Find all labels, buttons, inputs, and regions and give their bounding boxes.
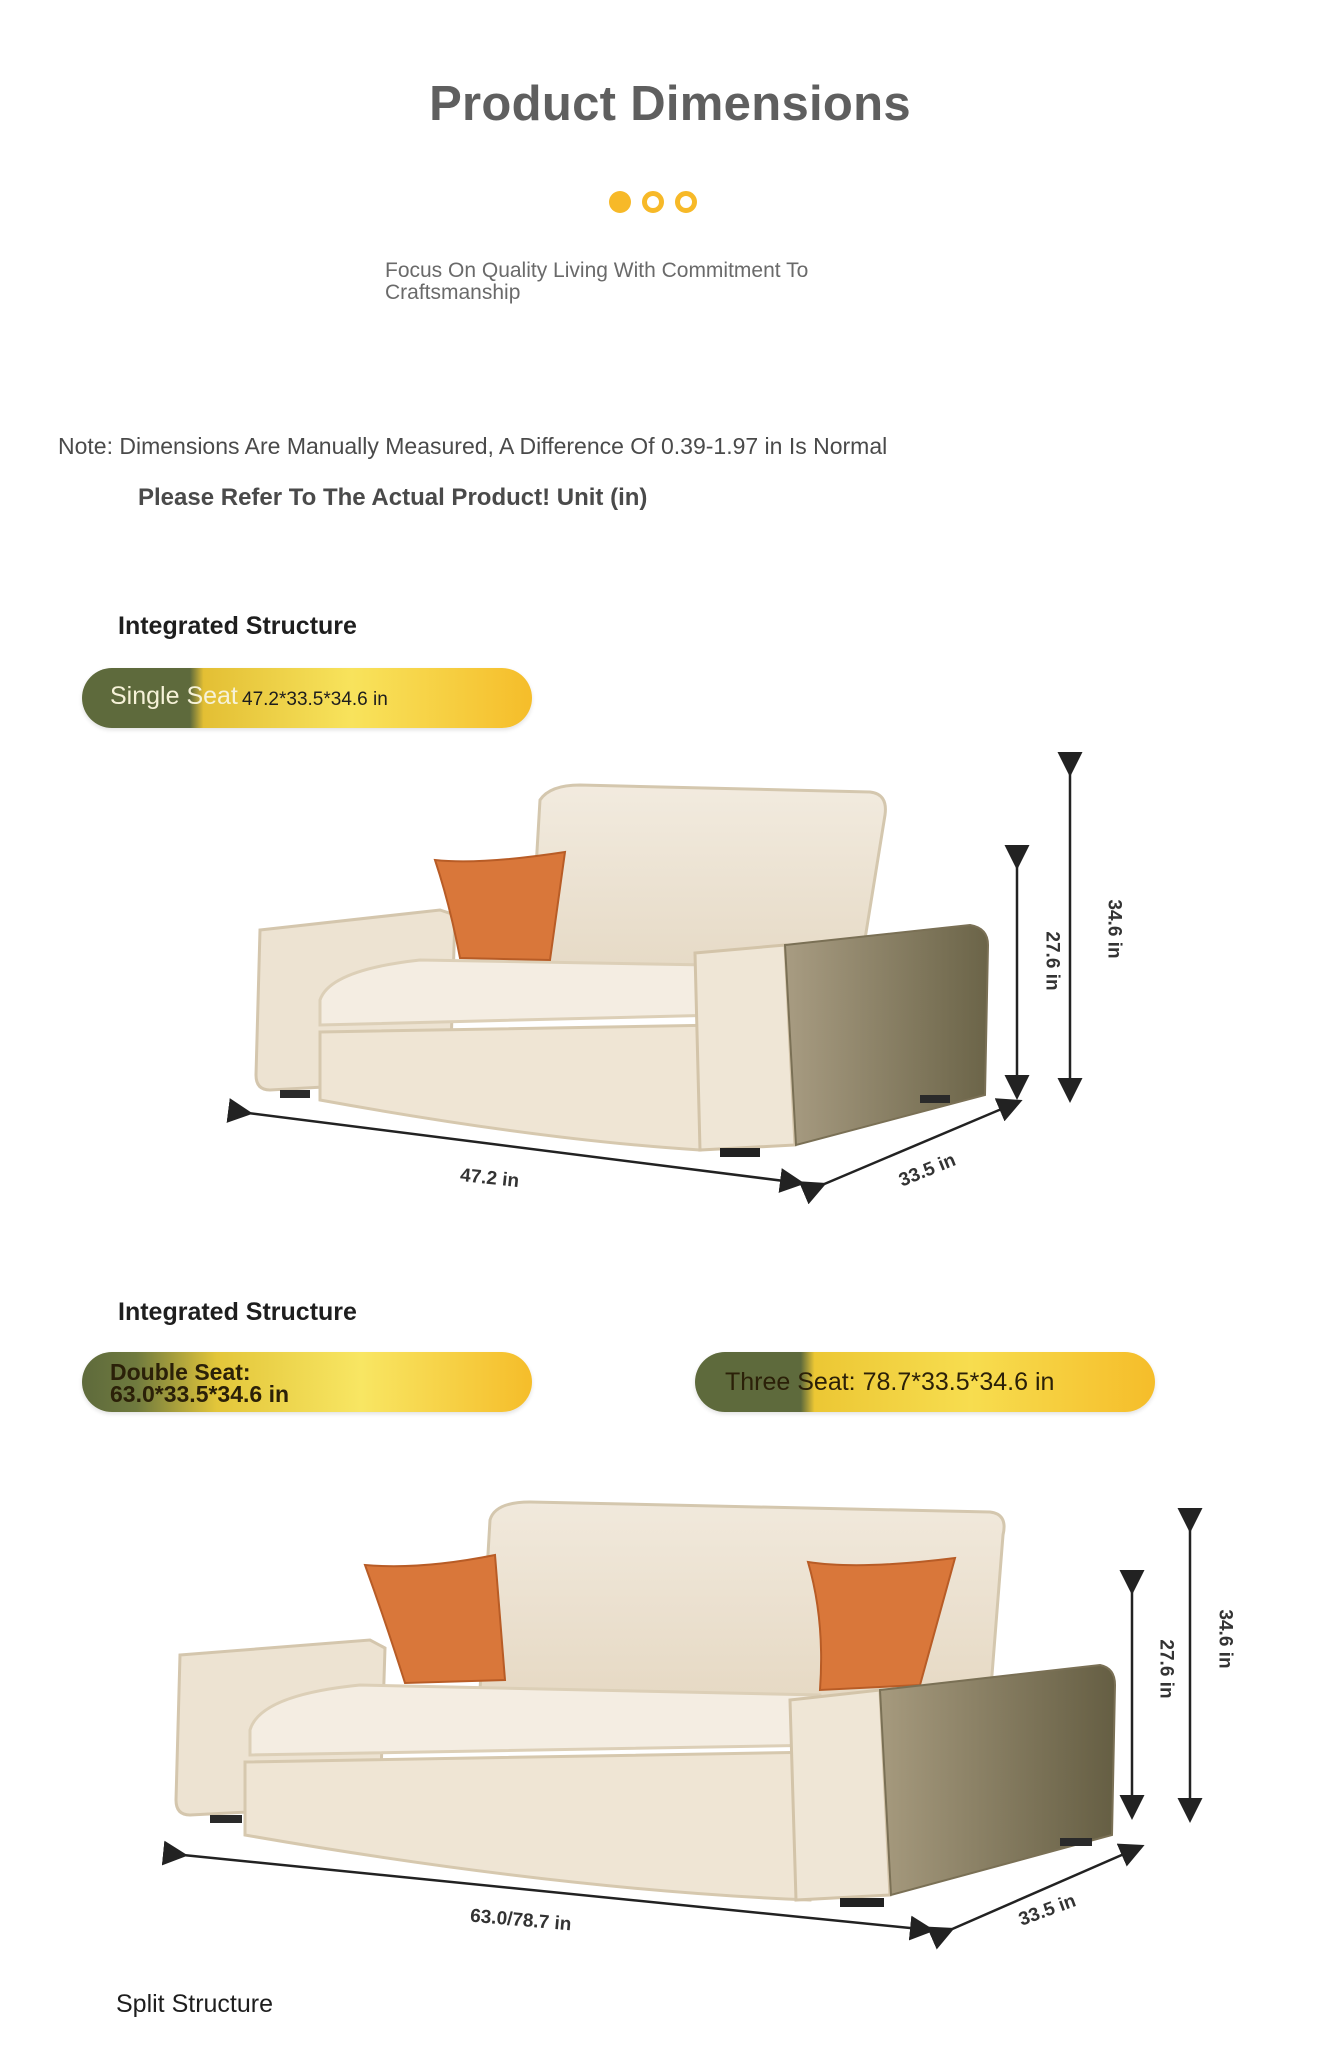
- badge-double-label: Double Seat:: [110, 1359, 251, 1385]
- width-label: 47.2 in: [459, 1164, 521, 1193]
- depth-label-2: 33.5 in: [1016, 1890, 1079, 1931]
- seat-height-label-2: 27.6 in: [1155, 1639, 1177, 1699]
- badge-double-dimensions: 63.0*33.5*34.6 in: [110, 1381, 290, 1407]
- badge-label: Single Seat: [110, 682, 238, 710]
- page-subtitle: Focus On Quality Living With Commitment To Craftsmanship: [385, 259, 809, 304]
- width-label-2: 63.0/78.7 in: [469, 1905, 573, 1936]
- badge-dimensions: 47.2*33.5*34.6 in: [242, 689, 388, 710]
- total-height-label-2: 34.6 in: [1214, 1609, 1236, 1669]
- section-heading-integrated-2: Integrated Structure: [118, 1298, 357, 1326]
- section-heading-split: Split Structure: [116, 1990, 274, 2018]
- badge-three-dimensions: Three Seat: 78.7*33.5*34.6 in: [725, 1368, 1055, 1396]
- depth-label: 33.5 in: [896, 1149, 959, 1192]
- section-heading-integrated: Integrated Structure: [118, 612, 357, 640]
- seat-height-label: 27.6 in: [1041, 931, 1063, 991]
- measurement-note: Note: Dimensions Are Manually Measured, A Difference Of 0.39-1.97 in Is Normal: [58, 433, 888, 459]
- total-height-label: 34.6 in: [1103, 899, 1125, 959]
- unit-note: Please Refer To The Actual Product! Unit (in): [138, 484, 648, 511]
- page-title: Product Dimensions: [429, 77, 911, 131]
